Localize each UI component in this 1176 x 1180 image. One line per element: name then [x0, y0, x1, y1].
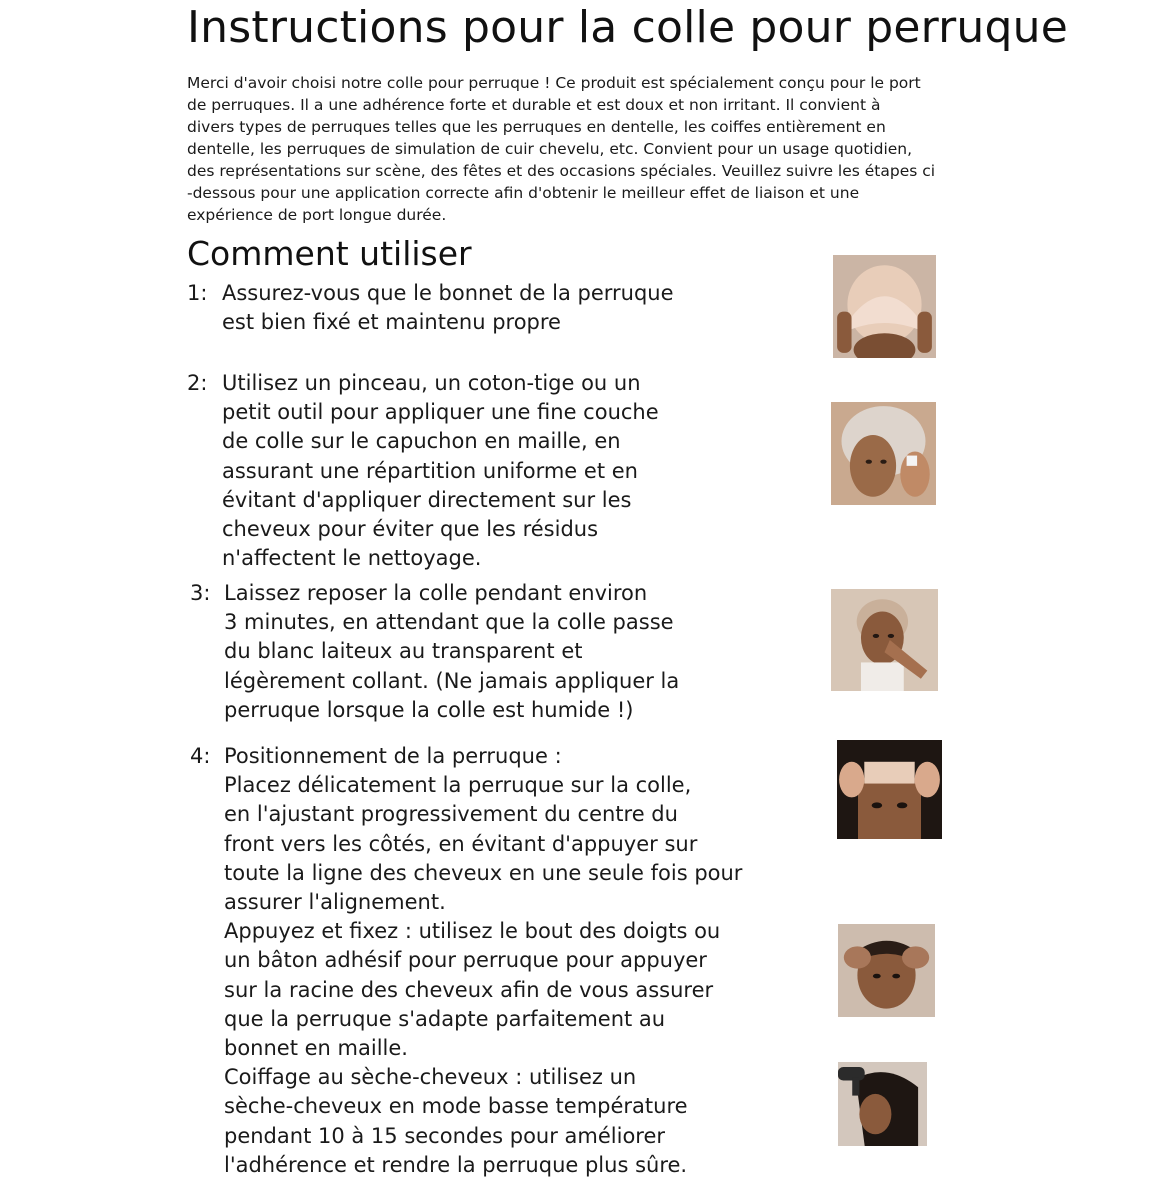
- step-4: [190, 742, 742, 1180]
- step-line: toute la ligne des cheveux en une seule fois pour: [224, 860, 743, 885]
- intro-line: des représentations sur scène, des fêtes et des occasions spéciales. Veuillez suivre les étapes ci: [187, 162, 936, 180]
- step-3: [190, 579, 679, 725]
- step-number: 1:: [187, 281, 208, 305]
- intro-line: expérience de port longue durée.: [187, 206, 447, 224]
- step-number: 3:: [190, 581, 211, 605]
- step-line: 3 minutes, en attendant que la colle passe: [224, 610, 674, 635]
- step-line: en l'ajustant progressivement du centre du: [224, 802, 678, 827]
- step-4-photo: [837, 740, 942, 839]
- step-line: Placez délicatement la perruque sur la colle,: [224, 773, 692, 798]
- step-line: Laissez reposer la colle pendant environ: [224, 581, 648, 605]
- step-4-press-photo: [838, 924, 935, 1017]
- step-line: pendant 10 à 15 secondes pour améliorer: [224, 1123, 666, 1148]
- intro-line: -dessous pour une application correcte afin d'obtenir le meilleur effet de liaison et une: [187, 184, 860, 202]
- step-line: Assurez-vous que le bonnet de la perruque: [222, 281, 674, 305]
- step-line: Positionnement de la perruque :: [224, 744, 562, 768]
- step-line: évitant d'appliquer directement sur les: [222, 487, 632, 512]
- how-to-heading: Comment utiliser: [187, 234, 472, 273]
- intro-line: dentelle, les perruques de simulation de cuir chevelu, etc. Convient pour un usage quotidien,: [187, 140, 913, 158]
- step-line: Coiffage au sèche-cheveux : utilisez un: [224, 1065, 637, 1090]
- step-line: assurant une répartition uniforme et en: [222, 458, 638, 483]
- step-1-photo: [833, 255, 936, 358]
- step-line: du blanc laiteux au transparent et: [224, 639, 583, 664]
- step-line: petit outil pour appliquer une fine couche: [222, 400, 659, 425]
- step-line: que la perruque s'adapte parfaitement au: [224, 1006, 666, 1031]
- step-line: l'adhérence et rendre la perruque plus sûre.: [224, 1152, 688, 1177]
- step-line: est bien fixé et maintenu propre: [222, 310, 561, 335]
- step-4-dryer-photo: [838, 1062, 927, 1146]
- step-line: Utilisez un pinceau, un coton-tige ou un: [222, 371, 641, 395]
- step-line: perruque lorsque la colle est humide !): [224, 697, 634, 722]
- step-line: un bâton adhésif pour perruque pour appuyer: [224, 948, 707, 973]
- step-number: 2:: [187, 371, 208, 395]
- step-line: front vers les côtés, en évitant d'appuyer sur: [224, 831, 698, 856]
- step-line: bonnet en maille.: [224, 1036, 408, 1061]
- step-2-photo: [831, 402, 936, 505]
- step-line: assurer l'alignement.: [224, 890, 446, 915]
- step-number: 4:: [190, 744, 211, 768]
- step-line: n'affectent le nettoyage.: [222, 546, 482, 571]
- intro-paragraph: [187, 72, 957, 226]
- step-3-photo: [831, 589, 938, 691]
- page-title: Instructions pour la colle pour perruque: [187, 2, 1068, 53]
- step-line: cheveux pour éviter que les résidus: [222, 517, 599, 542]
- intro-line: Merci d'avoir choisi notre colle pour perruque ! Ce produit est spécialement conçu pour le port: [187, 74, 921, 92]
- step-line: sèche-cheveux en mode basse température: [224, 1094, 688, 1119]
- step-1: [187, 279, 674, 337]
- step-line: de colle sur le capuchon en maille, en: [222, 429, 621, 454]
- step-line: Appuyez et fixez : utilisez le bout des doigts ou: [224, 919, 721, 944]
- step-line: légèrement collant. (Ne jamais appliquer la: [224, 668, 680, 693]
- step-line: sur la racine des cheveux afin de vous assurer: [224, 977, 714, 1002]
- step-2: [187, 369, 659, 573]
- intro-line: divers types de perruques telles que les perruques en dentelle, les coiffes entièrement en: [187, 118, 886, 136]
- intro-line: de perruques. Il a une adhérence forte et durable et est doux et non irritant. Il convient à: [187, 96, 881, 114]
